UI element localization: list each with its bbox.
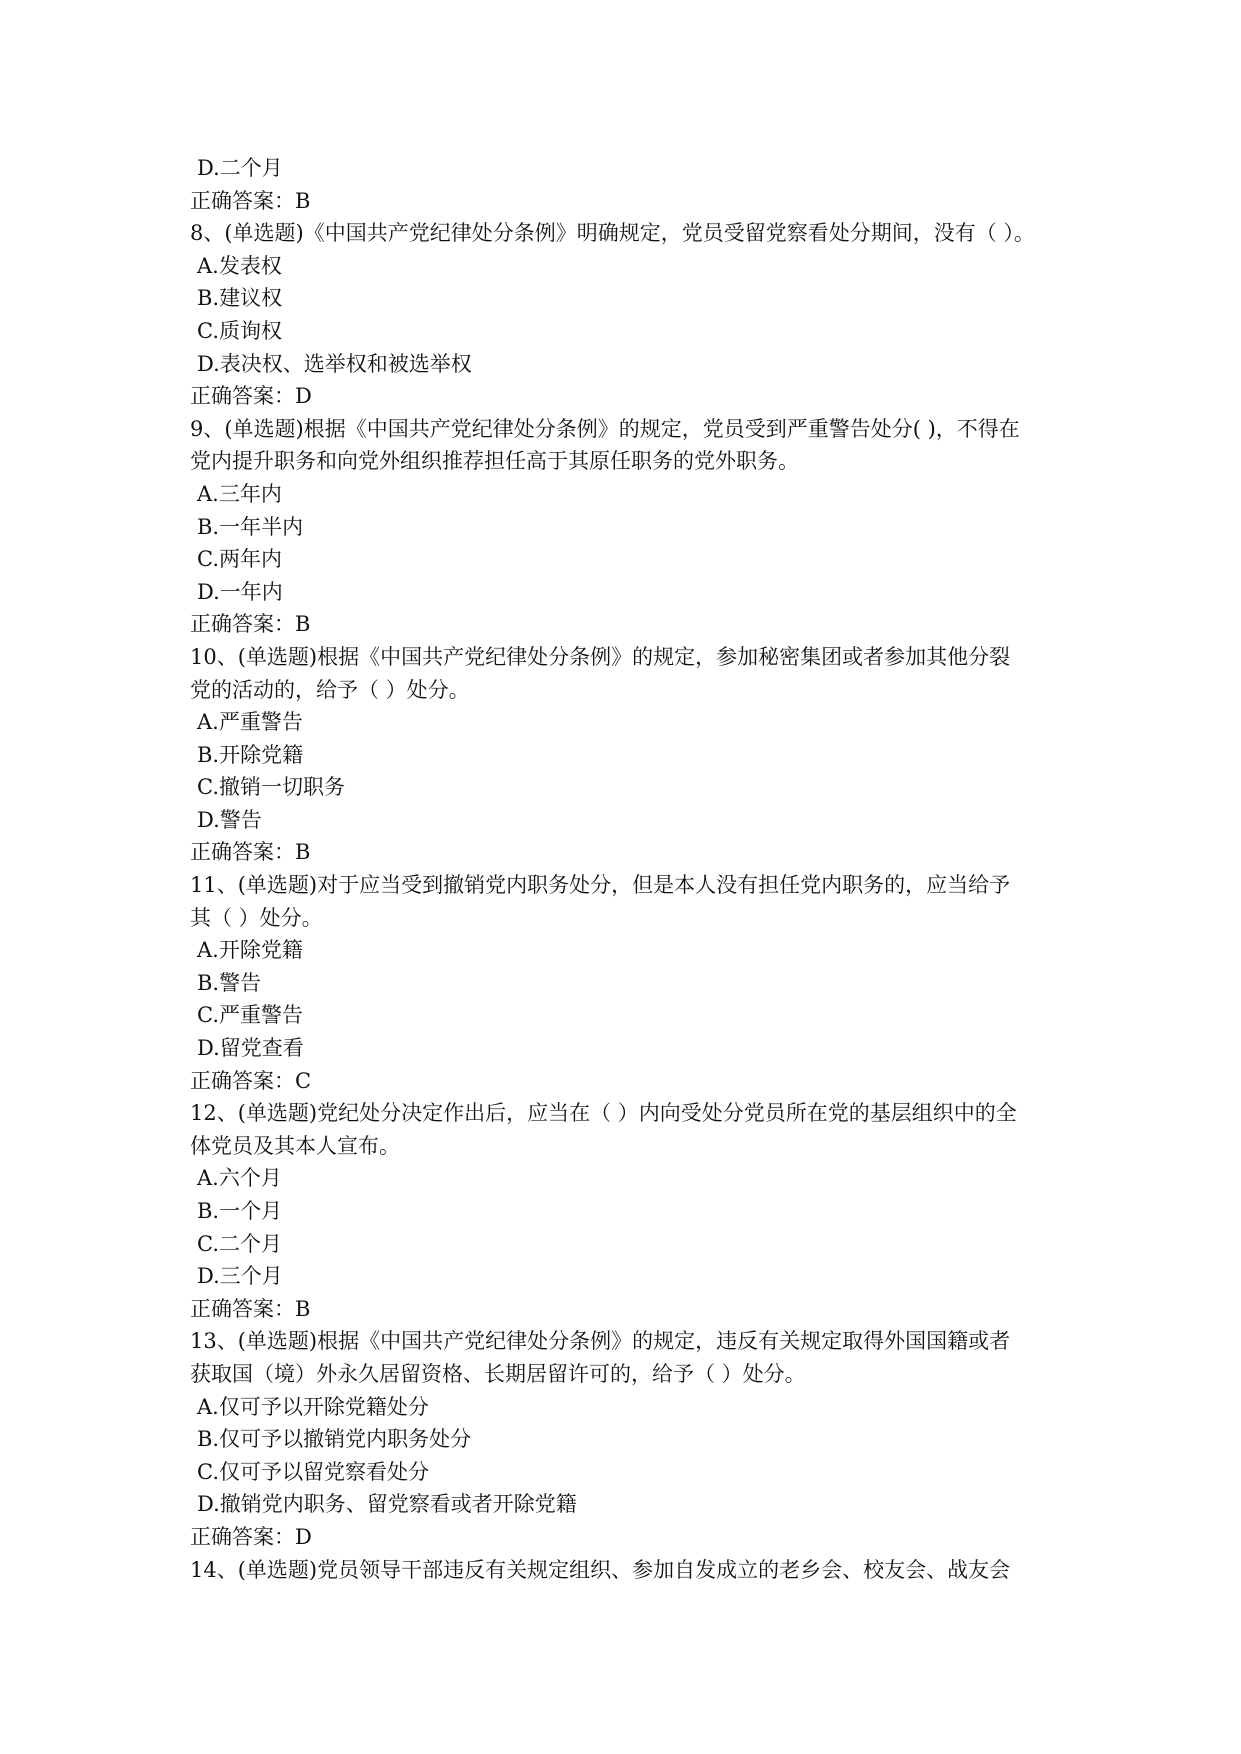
document-page (190, 152, 1070, 1586)
option-line: C.两年内 (197, 547, 282, 572)
option-line: A.三年内 (197, 481, 282, 506)
option-line: C.仅可予以留党察看处分 (197, 1459, 429, 1484)
option-line: A.六个月 (197, 1166, 282, 1191)
option-line: B.建议权 (197, 286, 283, 311)
question-line: 其（ ）处分。 (190, 905, 323, 930)
question-line: 8、(单选题)《中国共产党纪律处分条例》明确规定，党员受留党察看处分期间，没有（ ）。 (190, 221, 1035, 246)
option-line: D.撤销党内职务、留党察看或者开除党籍 (197, 1492, 577, 1517)
option-line: A.严重警告 (197, 710, 303, 735)
option-line: D.一年内 (197, 579, 283, 604)
option-line: A.开除党籍 (197, 938, 303, 963)
option-line: A.仅可予以开除党籍处分 (197, 1394, 429, 1419)
option-line: B.警告 (197, 970, 262, 995)
question-line: 12、(单选题)党纪处分决定作出后，应当在（ ）内向受处分党员所在党的基层组织中的全 (190, 1101, 1017, 1126)
option-line: C.质询权 (197, 318, 282, 343)
option-line: D.留党查看 (197, 1036, 304, 1061)
answer-line: 正确答案：B (190, 188, 311, 213)
option-line: D.二个月 (197, 156, 283, 180)
option-line: D.警告 (197, 807, 262, 832)
question-line: 9、(单选题)根据《中国共产党纪律处分条例》的规定，党员受到严重警告处分( )，不得在 (190, 416, 1020, 441)
option-line: B.仅可予以撤销党内职务处分 (197, 1427, 472, 1452)
answer-line: 正确答案：B (190, 840, 311, 865)
question-line: 体党员及其本人宣布。 (190, 1133, 400, 1158)
option-line: D.表决权、选举权和被选举权 (197, 351, 472, 376)
option-line: C.撤销一切职务 (197, 775, 345, 800)
option-line: B.一年半内 (197, 514, 304, 539)
question-line: 14、(单选题)党员领导干部违反有关规定组织、参加自发成立的老乡会、校友会、战友会 (190, 1557, 1011, 1582)
question-line: 10、(单选题)根据《中国共产党纪律处分条例》的规定，参加秘密集团或者参加其他分裂 (190, 644, 1011, 669)
question-line: 党的活动的，给予（ ）处分。 (190, 677, 470, 702)
answer-line: 正确答案：B (190, 612, 311, 637)
question-line: 党内提升职务和向党外组织推荐担任高于其原任职务的党外职务。 (190, 449, 799, 474)
answer-line: 正确答案：C (190, 1068, 312, 1093)
option-line: B.一个月 (197, 1199, 283, 1223)
option-line: A.发表权 (197, 253, 282, 278)
option-line: B.开除党籍 (197, 742, 304, 767)
option-line: C.严重警告 (197, 1003, 303, 1028)
answer-line: 正确答案：D (190, 384, 312, 409)
option-line: D.三个月 (197, 1264, 283, 1289)
question-line: 11、(单选题)对于应当受到撤销党内职务处分，但是本人没有担任党内职务的，应当给予 (190, 873, 1011, 898)
question-line: 获取国（境）外永久居留资格、长期居留许可的，给予（ ）处分。 (190, 1361, 806, 1386)
question-line: 13、(单选题)根据《中国共产党纪律处分条例》的规定，违反有关规定取得外国国籍或者 (190, 1329, 1011, 1354)
answer-line: 正确答案：D (190, 1524, 312, 1549)
option-line: C.二个月 (197, 1231, 282, 1256)
answer-line: 正确答案：B (190, 1296, 311, 1321)
